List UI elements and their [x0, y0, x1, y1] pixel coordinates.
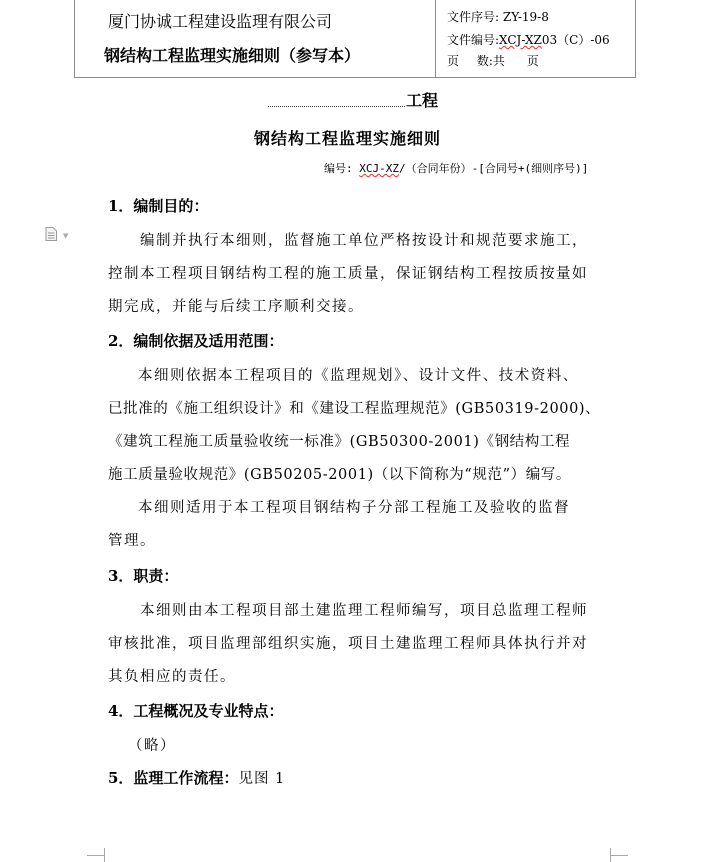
chevron-down-icon[interactable]: ▼ [63, 232, 69, 240]
section-5-ref: 见图 1 [238, 771, 286, 787]
page-corner-mark-left-v [104, 848, 105, 862]
section-1-heading: 1．编制目的： [108, 197, 209, 215]
serial-label: 文件序号: [447, 10, 500, 24]
section-2-line-3: 《建筑工程施工质量验收统一标准》(GB50300-2001)《钢结构工程 [108, 434, 571, 450]
pages-label: 页 [447, 54, 460, 68]
number-label: 文件编号: [447, 33, 500, 47]
section-2-line-5: 本细则适用于本工程项目钢结构子分部工程施工及验收的监督 [138, 500, 570, 516]
section-2-line-6: 管理。 [108, 533, 156, 549]
section-2-line-1: 本细则依据本工程项目的《监理规划》、设计文件、技术资料、 [138, 368, 579, 384]
section-3-line-3: 其负相应的责任。 [108, 669, 236, 685]
section-5-heading: 5．监理工作流程： [108, 769, 239, 787]
document-title: 钢结构工程监理实施细则（参写本） [104, 46, 361, 65]
number-value-underlined: XCJ-XZ [499, 33, 542, 47]
page-corner-mark-right [610, 855, 628, 856]
document-icon[interactable] [45, 227, 57, 241]
code-line [324, 160, 588, 176]
section-4-heading: 4．工程概况及专业特点： [108, 702, 284, 720]
page-count [447, 52, 539, 69]
section-3-line-2: 审核批准，项目监理部组织实施，项目土建监理工程师具体执行并对 [108, 636, 588, 652]
code-underlined: XCJ-XZ [359, 162, 399, 175]
pages-mid: 数:共 [476, 54, 505, 68]
page-corner-mark-right-v [610, 848, 611, 862]
main-title: 钢结构工程监理实施细则 [254, 129, 442, 148]
project-name-blank[interactable] [268, 106, 405, 107]
section-5-line [108, 767, 285, 788]
code-label: 编号: [324, 162, 353, 175]
section-1-line-2: 控制本工程项目钢结构工程的施工质量，保证钢结构工程按质按量如 [108, 266, 588, 282]
header-divider [435, 0, 436, 78]
number-value-rest: 03（C）-06 [541, 33, 610, 47]
section-3-line-1: 本细则由本工程项目部土建监理工程师编写，项目总监理工程师 [140, 603, 588, 619]
project-suffix: 工程 [406, 91, 439, 110]
code-rest: /（合同年份）-[合同号+(细则序号)] [399, 162, 589, 175]
serial-number [447, 8, 549, 25]
section-2-line-4: 施工质量验收规范》(GB50205-2001)（以下简称为“规范”）编写。 [108, 467, 572, 483]
pages-end: 页 [526, 54, 539, 68]
section-1-line-3: 期完成，并能与后续工序顺利交接。 [108, 299, 364, 315]
section-2-line-2: 已批准的《施工组织设计》和《建设工程监理规范》(GB50319-2000)、 [108, 401, 601, 417]
serial-value: ZY-19-8 [502, 10, 549, 24]
file-number [447, 31, 610, 48]
company-name: 厦门协诚工程建设监理有限公司 [108, 12, 333, 31]
page-corner-mark-left [87, 855, 105, 856]
section-3-heading: 3．职责： [108, 567, 179, 585]
section-1-line-1: 编制并执行本细则，监督施工单位严格按设计和规范要求施工， [140, 233, 588, 249]
section-4-note: （略） [128, 738, 176, 754]
section-2-heading: 2．编制依据及适用范围： [108, 332, 284, 350]
